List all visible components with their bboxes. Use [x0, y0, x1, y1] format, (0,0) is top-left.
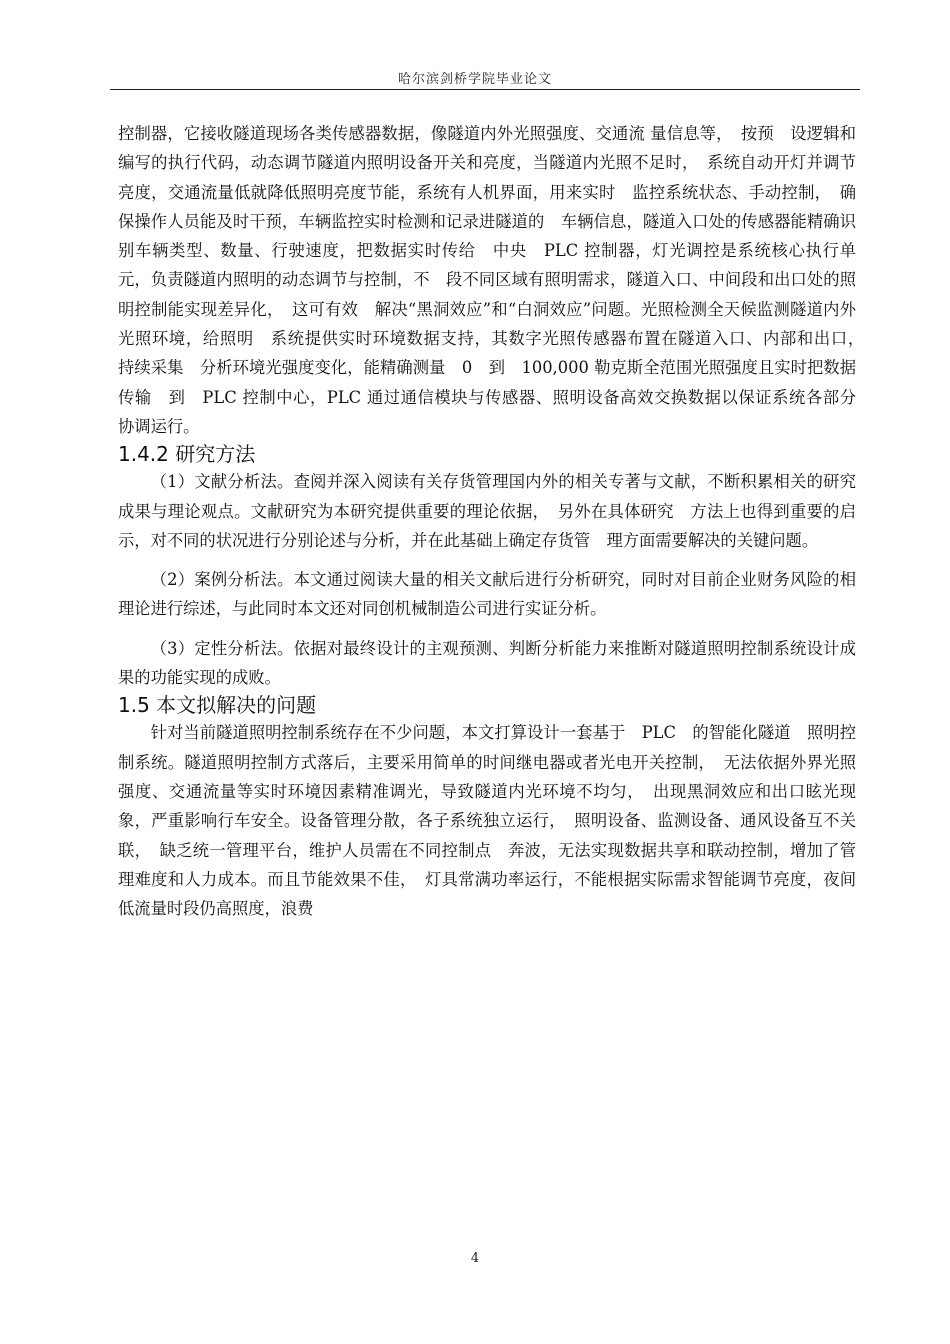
problem-paragraph: 针对当前隧道照明控制系统存在不少问题，本文打算设计一套基于 PLC 的智能化隧道 照明控制系统。隧道照明控制方式落后，主要采用简单的时间继电器或者光电开关控制， 无法依据外界光照强度、交通流量等实时环境因素精准调光，导致隧道内光环境不均匀， 出现黑洞效应和出口眩光现象，严重影响行车安全。设备管理分散，各子系统独立运行， 照明设备、监测设备、通风设备互不关联， 缺乏统一管理平台，维护人员需在不同控制点 奔波，无法实现数据共享和联动控制，增加了管理难度和人力成本。而且节能效果不佳， 灯具常满功率运行，不能根据实际需求智能调节亮度，夜间低流量时段仍高照度，浪费	[118, 723, 856, 919]
header-divider	[110, 89, 860, 90]
method-case-paragraph: （2）案例分析法。本文通过阅读大量的相关文献后进行分析研究，同时对目前企业财务风险的相理论进行综述，与此同时本文还对同创机械制造公司进行实证分析。	[118, 570, 856, 619]
section-heading-research-method: 1.4.2 研究方法	[118, 442, 256, 467]
method-qualitative-paragraph: （3）定性分析法。依据对最终设计的主观预测、判断分析能力来推断对隧道照明控制系统设计成果的功能实现的成败。	[118, 638, 856, 688]
method-literature-paragraph: （1）文献分析法。查阅并深入阅读有关存货管理国内外的相关专著与文献，不断积累相关的研究成果与理论观点。文献研究为本研究提供重要的理论依据， 另外在具体研究 方法上也得到重要的启示，对不同的状况进行分别论述与分析，并在此基础上确定存货管 理方面需要解决的关键问题。	[118, 472, 856, 550]
intro-paragraph: 控制器，它接收隧道现场各类传感器数据，像隧道内外光照强度、交通流 量信息等， 按预 设逻辑和编写的执行代码，动态调节隧道内照明设备开关和亮度，当隧道内光照不足时， 系统自动开灯并调节亮度，交通流量低就降低照明亮度节能，系统有人机界面，用来实时 监控系统状态、手动控制， 确保操作人员能及时干预，车辆监控实时检测和记录进隧道的 车辆信息，隧道入口处的传感器能精确识别车辆类型、数量、行驶速度，把数据实时传给 中央 PLC 控制器，灯光调控是系统核心执行单元，负责隧道内照明的动态调节与控制，不 段不同区域有照明需求，隧道入口、中间段和出口处的照明控制能实现差异化， 这可有效 解决“黑洞效应”和“白洞效应”问题。光照检测全天候监测隧道内外光照环境，给照明 系统提供实时环境数据支持，其数字光照传感器布置在隧道入口、内部和出口， 持续采集 分析环境光强度变化，能精确测量 0 到 100,000 勒克斯全范围光照强度且实时把数据传输 到 PLC 控制中心，PLC 通过通信模块与传感器、照明设备高效交换数据以保证系统各部分 协调运行。	[118, 124, 873, 436]
running-header: 哈尔滨剑桥学院毕业论文	[397, 72, 552, 87]
page-body	[118, 119, 873, 923]
page-number: 4	[470, 1251, 480, 1266]
section-heading-problems: 1.5 本文拟解决的问题	[118, 693, 317, 718]
